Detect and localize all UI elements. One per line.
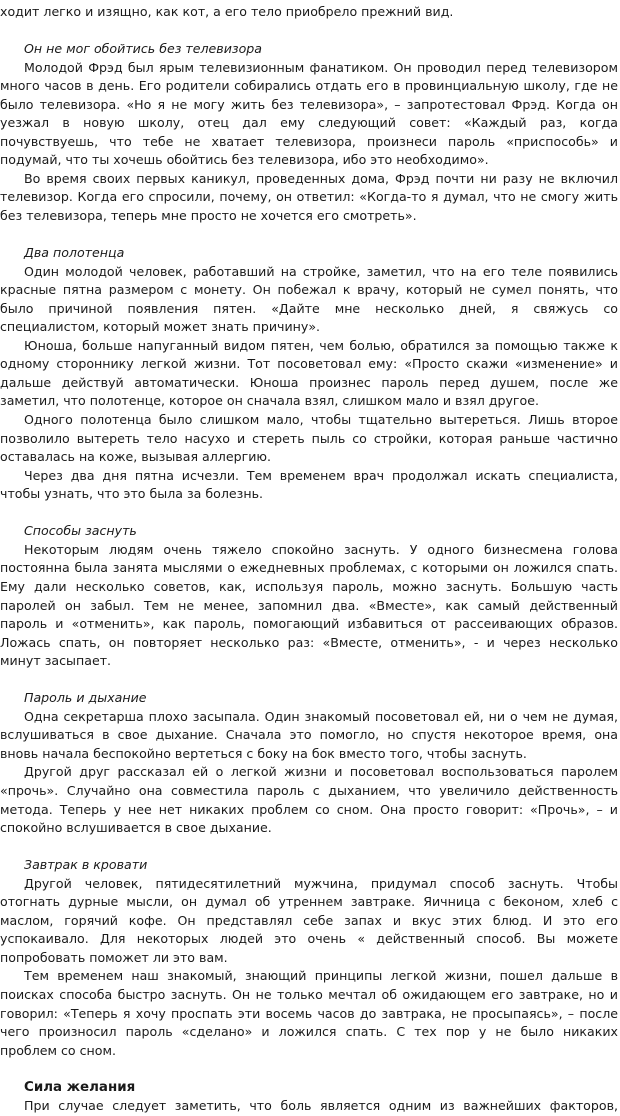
paragraph bbox=[0, 263, 618, 337]
section-heading: Он не мог обойтись без телевизора bbox=[24, 41, 263, 57]
text-line: маслом, горячий кофе. Он представлял себе запах и вкус этих блюд. И это его bbox=[0, 912, 618, 928]
section-gap bbox=[0, 1060, 618, 1079]
text-line: много часов в день. Его родители собирались отдать его в провинциальную школу, где не bbox=[0, 78, 618, 94]
text-line: чего произносил пароль «сделано» и ложился спать. С тех пор у не было никаких bbox=[0, 1024, 618, 1040]
paragraph bbox=[0, 337, 618, 411]
text-line: Молодой Фрэд был ярым телевизионным фанатиком. Он проводил перед телевизором bbox=[24, 59, 618, 75]
text-line: Другой друг рассказал ей о легкой жизни и посоветовал воспользоваться паролем bbox=[24, 764, 618, 780]
text-line: Ему дали несколько советов, как, используя пароль, можно заснуть. Большую часть bbox=[0, 578, 618, 594]
text-line: Некоторым людям очень тяжело спокойно заснуть. У одного бизнесмена голова bbox=[24, 541, 618, 557]
text-line: уезжал в новую школу, отец дал ему следующий совет: «Каждый раз, когда bbox=[0, 115, 618, 131]
text-line: паролей он забыл. Тем не менее, запомнил два. «Вместе», как самый действенный bbox=[0, 597, 618, 613]
text-line: красные пятна размером с монету. Он побежал к врачу, который не сумел понять, что bbox=[0, 282, 618, 298]
section-heading: Два полотенца bbox=[24, 245, 125, 261]
text-line: попробовать поможет ли это вам. bbox=[0, 949, 228, 965]
paragraph bbox=[0, 411, 618, 467]
text-line: спокойно вслушивается в свое дыхание. bbox=[0, 820, 272, 836]
text-line: Одного полотенца было слишком мало, чтобы тщательно вытереться. Лишь второе bbox=[24, 412, 618, 428]
text-line: постоянна была занята мыслями о ежедневных проблемах, с которыми он ложился спать. bbox=[0, 560, 618, 576]
text-line: дальше действуй автоматически. Юноша произнес пароль перед душем, после же bbox=[0, 374, 618, 390]
text-line: ходит легко и изящно, как кот, а его тело приобрело прежний вид. bbox=[0, 4, 454, 19]
text-line: вновь начала беспокойно вертеться с боку на бок вместо того, чтобы заснуть. bbox=[0, 745, 527, 761]
text-line: оставалась на коже, вызывая аллергию. bbox=[0, 449, 271, 465]
section-gap bbox=[0, 838, 618, 857]
section-heading: Сила желания bbox=[24, 1079, 136, 1095]
paragraph bbox=[0, 541, 618, 671]
paragraph bbox=[0, 467, 618, 504]
section-heading: Пароль и дыхание bbox=[24, 690, 147, 706]
paragraph bbox=[0, 967, 618, 1060]
section-heading: Завтрак в кровати bbox=[24, 857, 148, 873]
text-line: минут засыпает. bbox=[0, 653, 112, 669]
document-page bbox=[0, 3, 618, 1116]
text-line: позволило вытереть тело насухо и стереть пыль со стройки, которая раньше частично bbox=[0, 430, 618, 446]
text-line: Во время своих первых каникул, проведенных дома, Фрэд почти ни разу не включил bbox=[24, 170, 618, 186]
text-line: было телевизора. «Но я не могу жить без телевизора», – запротестовал Фрэд. Когда он bbox=[0, 96, 618, 112]
paragraph bbox=[0, 708, 618, 764]
section-gap bbox=[0, 226, 618, 245]
text-line: чтобы узнать, что это была за болезнь. bbox=[0, 486, 264, 502]
text-line: одному стороннику легкой жизни. Тот посоветовал ему: «Просто скажи «изменение» и bbox=[0, 356, 618, 372]
paragraph bbox=[0, 59, 618, 170]
paragraph bbox=[0, 1097, 618, 1116]
text-line: Одна секретарша плохо засыпала. Один знакомый посоветовал ей, ни о чем не думая, bbox=[24, 708, 618, 724]
paragraph bbox=[0, 763, 618, 837]
text-line: При случае следует заметить, что боль является одним из важнейших факторов, bbox=[24, 1098, 618, 1114]
text-line: отогнать дурные мысли, он думал об утреннем завтраке. Яичница с беконом, хлеб с bbox=[0, 894, 618, 910]
text-line: Другой человек, пятидесятилетний мужчина, придумал способ заснуть. Чтобы bbox=[24, 875, 618, 891]
text-line: заметил, что полотенце, которое он сначала взял, слишком мало и взял другое. bbox=[0, 393, 539, 409]
text-line: говорил: «Теперь я хочу проспать эти восемь часов до завтрака, не просыпаясь», – после bbox=[0, 1005, 618, 1021]
text-line: специалистом, который может знать причину». bbox=[0, 319, 321, 335]
text-line: было причиной появления пятен. «Дайте мне несколько дней, я свяжусь со bbox=[0, 300, 618, 316]
text-line: проблем со сном. bbox=[0, 1042, 117, 1058]
section-gap bbox=[0, 504, 618, 523]
text-line: телевизор. Когда его спросили, почему, он ответил: «Когда-то я думал, что не смогу жить bbox=[0, 189, 618, 205]
text-line: Через два дня пятна исчезли. Тем временем врач продолжал искать специалиста, bbox=[24, 467, 618, 483]
text-line: почувствуешь, что тебе не хватает телевизора, произнеси пароль «приспособь» и bbox=[0, 133, 618, 149]
text-line: без телевизора, теперь мне просто не хочется его смотреть». bbox=[0, 208, 417, 224]
section-heading: Способы заснуть bbox=[24, 523, 137, 539]
paragraph bbox=[0, 3, 618, 22]
text-line: пароль и «отменить», как пароль, помогающий избавиться от рассеивающих образов. bbox=[0, 616, 618, 632]
text-line: метода. Теперь у нее нет никаких проблем со сном. Она просто говорит: «Прочь», – и bbox=[0, 801, 618, 817]
text-line: Один молодой человек, работавший на стройке, заметил, что на его теле появились bbox=[24, 263, 618, 279]
text-line: «прочь». Случайно она совместила пароль с дыханием, что увеличило действенность bbox=[0, 782, 618, 798]
text-line: Юноша, больше напуганный видом пятен, чем болью, обратился за помощью также к bbox=[24, 337, 618, 353]
text-line: Ложась спать, он повторяет несколько раз: «Вместе, отменить», - и через несколько bbox=[0, 634, 618, 650]
section-gap bbox=[0, 671, 618, 690]
paragraph bbox=[0, 170, 618, 226]
text-line: вслушиваться в свое дыхание. Сначала это помогло, но спустя некоторое время, она bbox=[0, 727, 618, 743]
text-line: подумай, что ты хочешь обойтись без телевизора, ибо это необходимо». bbox=[0, 152, 489, 168]
text-line: успокаивало. Для некоторых людей это очень « действенный способ. Вы можете bbox=[0, 931, 618, 947]
text-line: поисках способа быстро заснуть. Он не только мечтал об ожидающем его завтраке, но и bbox=[0, 986, 618, 1002]
section-gap bbox=[0, 22, 618, 41]
text-line: Тем временем наш знакомый, знающий принципы легкой жизни, пошел дальше в bbox=[24, 968, 618, 984]
